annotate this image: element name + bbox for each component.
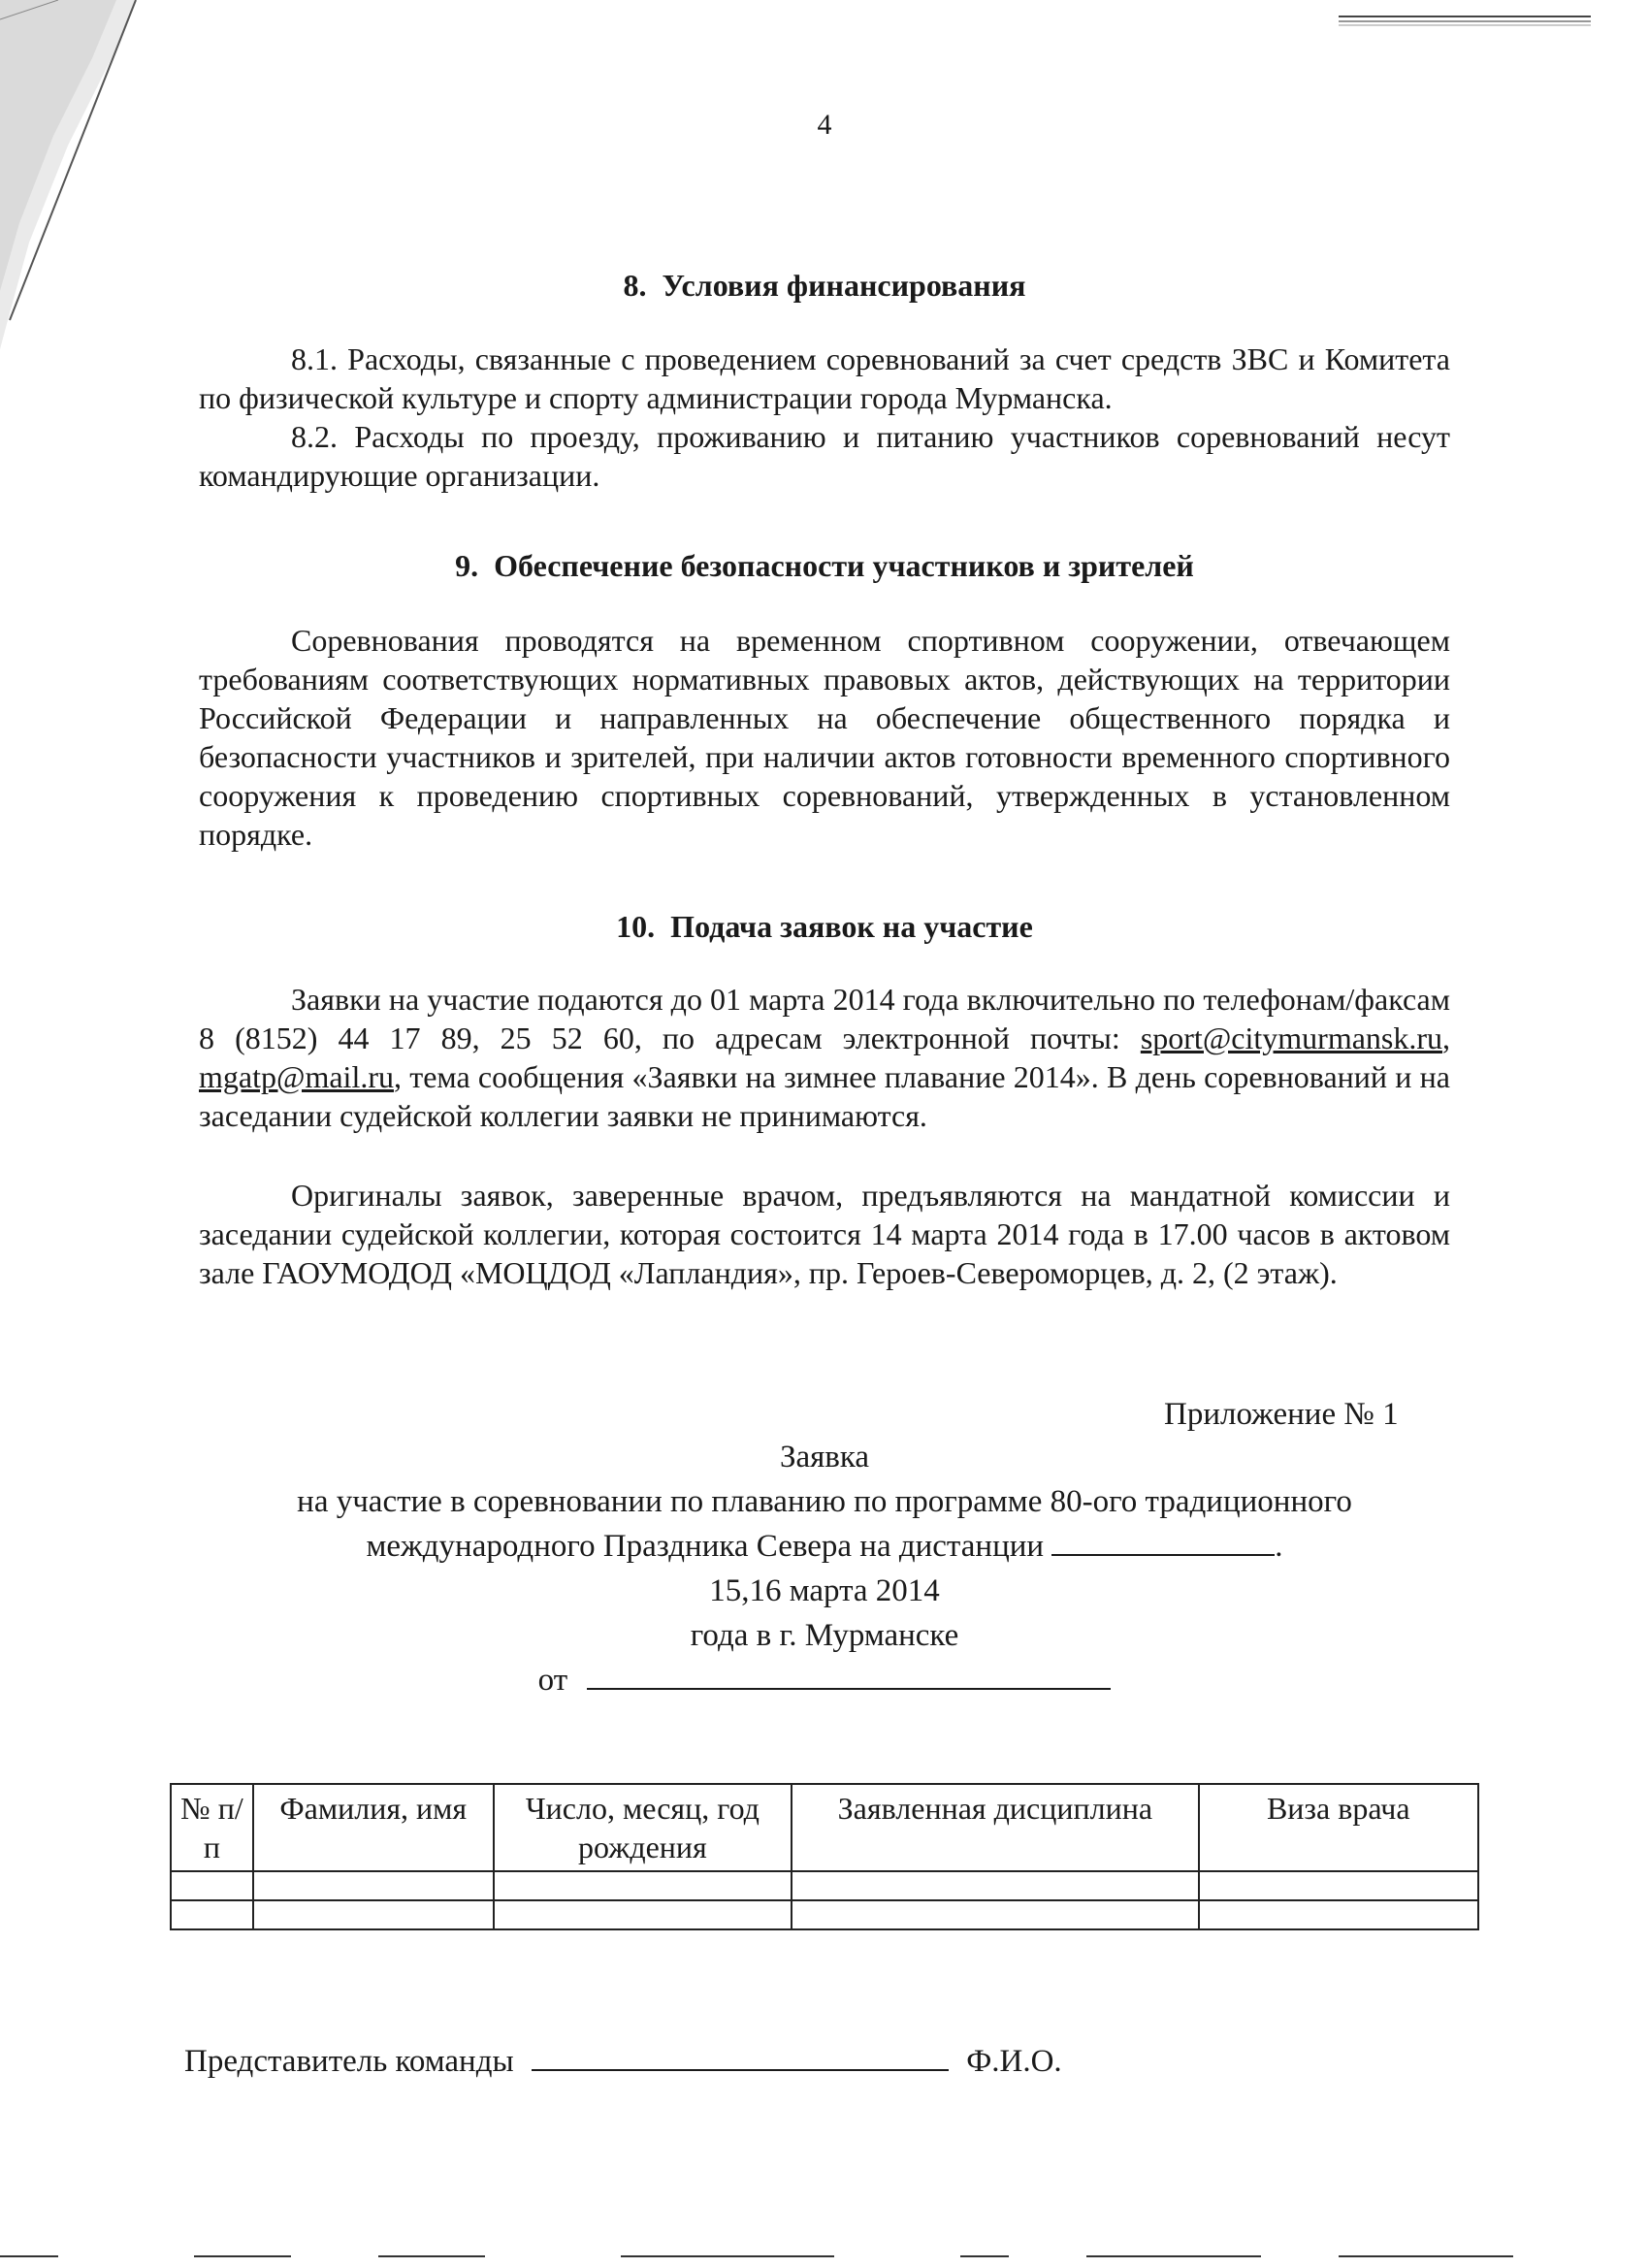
form-line-2-text: международного Праздника Севера на дистанции (366, 1529, 1045, 1564)
application-table (170, 1783, 1479, 1930)
table-cell[interactable] (792, 1871, 1198, 1900)
signature-suffix: Ф.И.О. (966, 2044, 1062, 2079)
col-header-name: Фамилия, имя (253, 1784, 494, 1871)
signature-line (184, 2042, 1062, 2080)
form-line-1: на участие в соревновании по плаванию по программе 80-ого традиционного (297, 1484, 1352, 1519)
email-link-mgatp[interactable]: mgatp@mail.ru (199, 1059, 394, 1094)
table-cell[interactable] (1199, 1900, 1478, 1929)
scan-edge-artifact (0, 0, 194, 388)
table-cell[interactable] (494, 1871, 792, 1900)
section-10-paragraph-2-text: Оригиналы заявок, заверенные врачом, предъявляются на мандатной комиссии и заседании судейской коллегии, которая состоится 14 марта 2014 года в 17.00 часов в актовом зале ГАОУМОДОД «МОЦДОД «Лапландия», пр. Героев-Североморцев, д. 2, (2 этаж). (199, 1178, 1450, 1290)
form-from-line (146, 1659, 1504, 1701)
section-8-paragraph-1-text: 8.1. Расходы, связанные с проведением соревнований за счет средств ЗВС и Комитета по физической культуре и спорту администрации города Мурманска. (199, 341, 1450, 415)
page-number: 4 (817, 109, 832, 141)
signature-blank[interactable] (532, 2042, 949, 2071)
section-10-paragraph-1-text: Заявки на участие подаются до 01 марта 2014 года включительно по телефонам/факсам 8 (8152) 44 17 89, 25 52 60, по адресам электронной почты: (199, 982, 1450, 1055)
section-8-title (0, 268, 1649, 304)
table-cell[interactable] (494, 1900, 792, 1929)
section-8-paragraph-2 (199, 417, 1450, 495)
section-8-paragraph-1 (199, 340, 1450, 417)
form-line-2 (146, 1525, 1504, 1568)
table-cell[interactable] (253, 1871, 494, 1900)
signature-label: Представитель команды (184, 2044, 514, 2079)
table-cell[interactable] (171, 1871, 253, 1900)
section-9-heading: Обеспечение безопасности участников и зрителей (494, 548, 1194, 583)
table-row (171, 1900, 1478, 1929)
section-8-paragraph-2-text: 8.2. Расходы по проезду, проживанию и питанию участников соревнований несут командирующие организации. (199, 419, 1450, 493)
from-label: от (537, 1663, 568, 1698)
scan-top-rule (1339, 14, 1591, 27)
section-9-paragraph (199, 621, 1450, 854)
col-header-doctor-visa: Виза врача (1199, 1784, 1478, 1871)
col-header-birthdate: Число, месяц, год рождения (494, 1784, 792, 1871)
email-separator: , (1442, 1021, 1451, 1055)
section-10-paragraph-1-tail: , тема сообщения «Заявки на зимнее плавание 2014». В день соревнований и на заседании судейской коллегии заявки не принимаются. (199, 1059, 1450, 1133)
section-10-paragraph-1 (199, 980, 1450, 1135)
form-title: Заявка (779, 1440, 870, 1474)
table-row (171, 1871, 1478, 1900)
section-10-title (0, 909, 1649, 945)
from-blank[interactable] (587, 1661, 1111, 1690)
table-cell[interactable] (1199, 1871, 1478, 1900)
section-9-title (0, 548, 1649, 584)
distance-blank[interactable] (1051, 1527, 1275, 1556)
appendix-label: Приложение № 1 (1164, 1397, 1399, 1432)
section-10-heading: Подача заявок на участие (670, 909, 1033, 944)
table-cell[interactable] (253, 1900, 494, 1929)
table-header-row (171, 1784, 1478, 1871)
col-header-discipline: Заявленная дисциплина (792, 1784, 1198, 1871)
email-link-sport[interactable]: sport@citymurmansk.ru (1140, 1021, 1443, 1055)
table-cell[interactable] (792, 1900, 1198, 1929)
form-line-2-period: . (1275, 1529, 1283, 1564)
section-8-heading: Условия финансирования (662, 268, 1026, 303)
col-header-number: № п/п (171, 1784, 253, 1871)
section-9-number: 9. (455, 548, 479, 583)
section-10-number: 10. (616, 909, 656, 944)
table-cell[interactable] (171, 1900, 253, 1929)
section-8-number: 8. (623, 268, 647, 303)
scan-bottom-dashes (0, 2249, 1649, 2264)
section-10-paragraph-2 (199, 1176, 1450, 1292)
form-line-3: 15,16 марта 2014 (709, 1573, 940, 1608)
section-9-paragraph-text: Соревнования проводятся на временном спортивном сооружении, отвечающем требованиям соответствующих нормативных правовых актов, действующих на территории Российской Федерации и направленных на обеспечение общественного порядка и безопасности участников и зрителей, при наличии актов готовности временного спортивного сооружения к проведению спортивных соревнований, утвержденных в установленном порядке. (199, 623, 1450, 852)
form-line-4: года в г. Мурманске (690, 1618, 959, 1653)
